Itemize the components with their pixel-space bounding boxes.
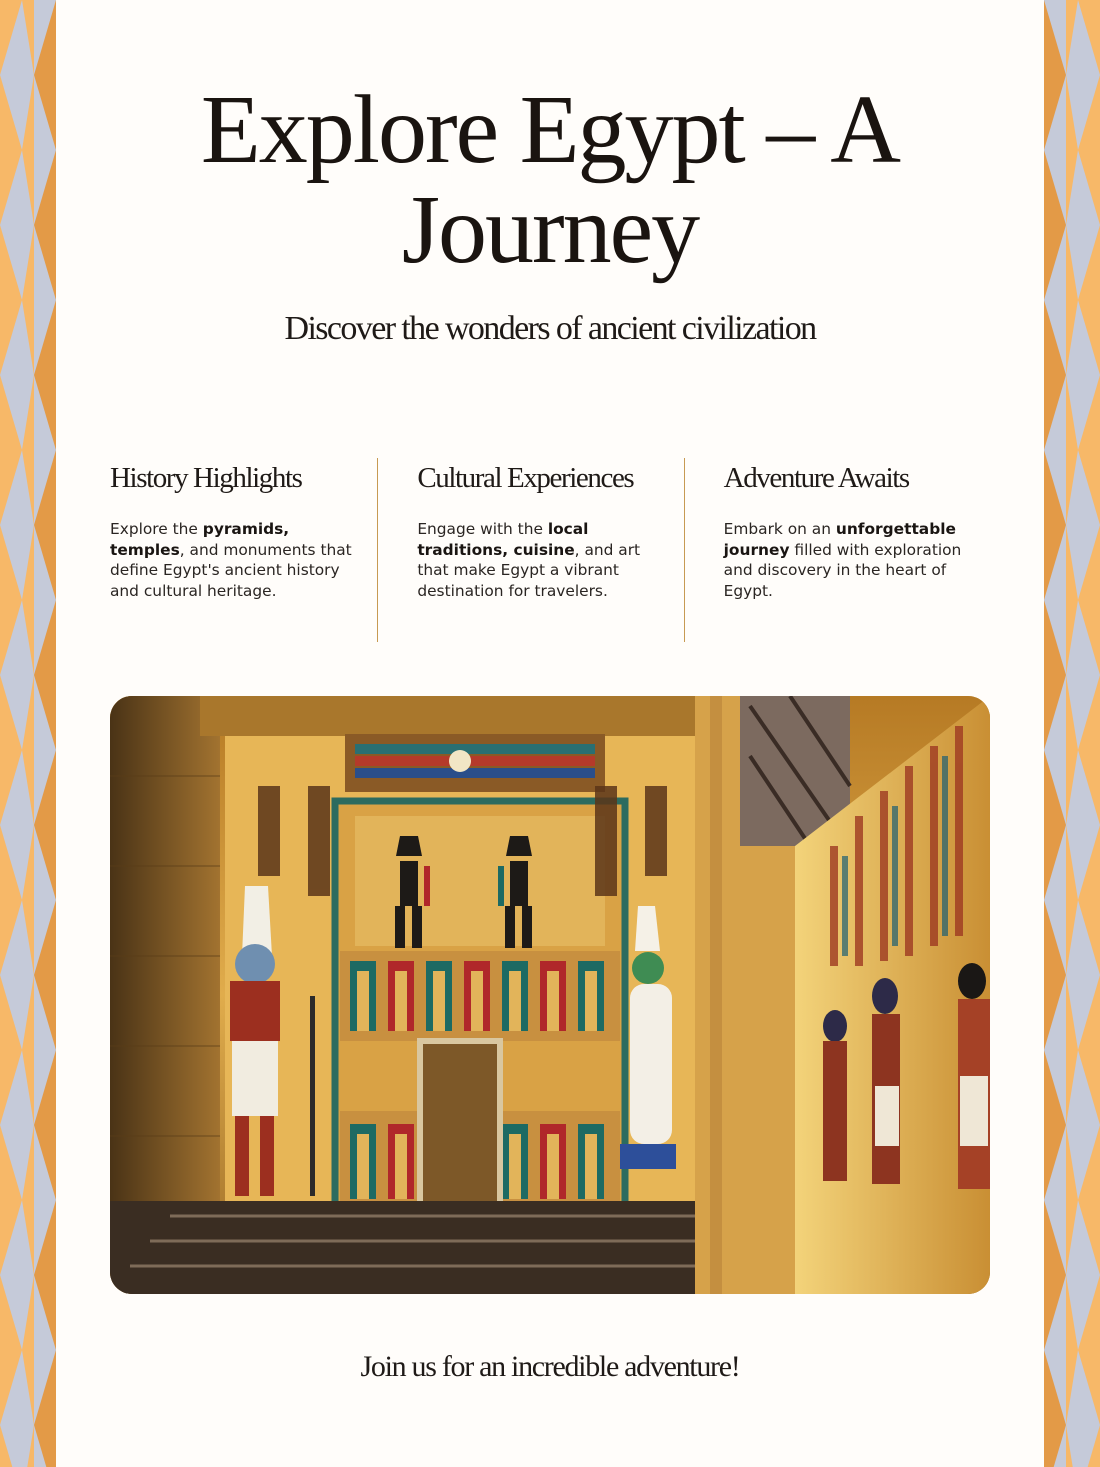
feature-column-adventure bbox=[684, 458, 990, 642]
feature-text: Explore the pyramids, temples, and monuments that define Egypt's ancient history and cultural heritage. bbox=[110, 520, 352, 600]
page-subtitle: Discover the wonders of ancient civilization bbox=[284, 310, 816, 347]
feature-text: Embark on an unforgettable journey filled with exploration and discovery in the heart of Egypt. bbox=[723, 520, 962, 600]
right-decorative-border bbox=[1044, 0, 1100, 1467]
footer-tagline: Join us for an incredible adventure! bbox=[360, 1350, 740, 1383]
feature-title: History Highlights bbox=[110, 462, 302, 494]
feature-columns bbox=[110, 458, 990, 642]
feature-column-history bbox=[110, 458, 377, 642]
feature-text: Engage with the local traditions, cuisine, and art that make Egypt a vibrant destination for travelers. bbox=[417, 520, 641, 600]
left-decorative-border bbox=[0, 0, 56, 1467]
page-content bbox=[56, 0, 1044, 1467]
page-title: Explore Egypt – A Journey bbox=[200, 76, 900, 284]
feature-title: Cultural Experiences bbox=[417, 462, 634, 494]
feature-title: Adventure Awaits bbox=[723, 462, 909, 494]
egyptian-tomb-photo bbox=[110, 696, 990, 1294]
feature-column-culture bbox=[377, 458, 683, 642]
